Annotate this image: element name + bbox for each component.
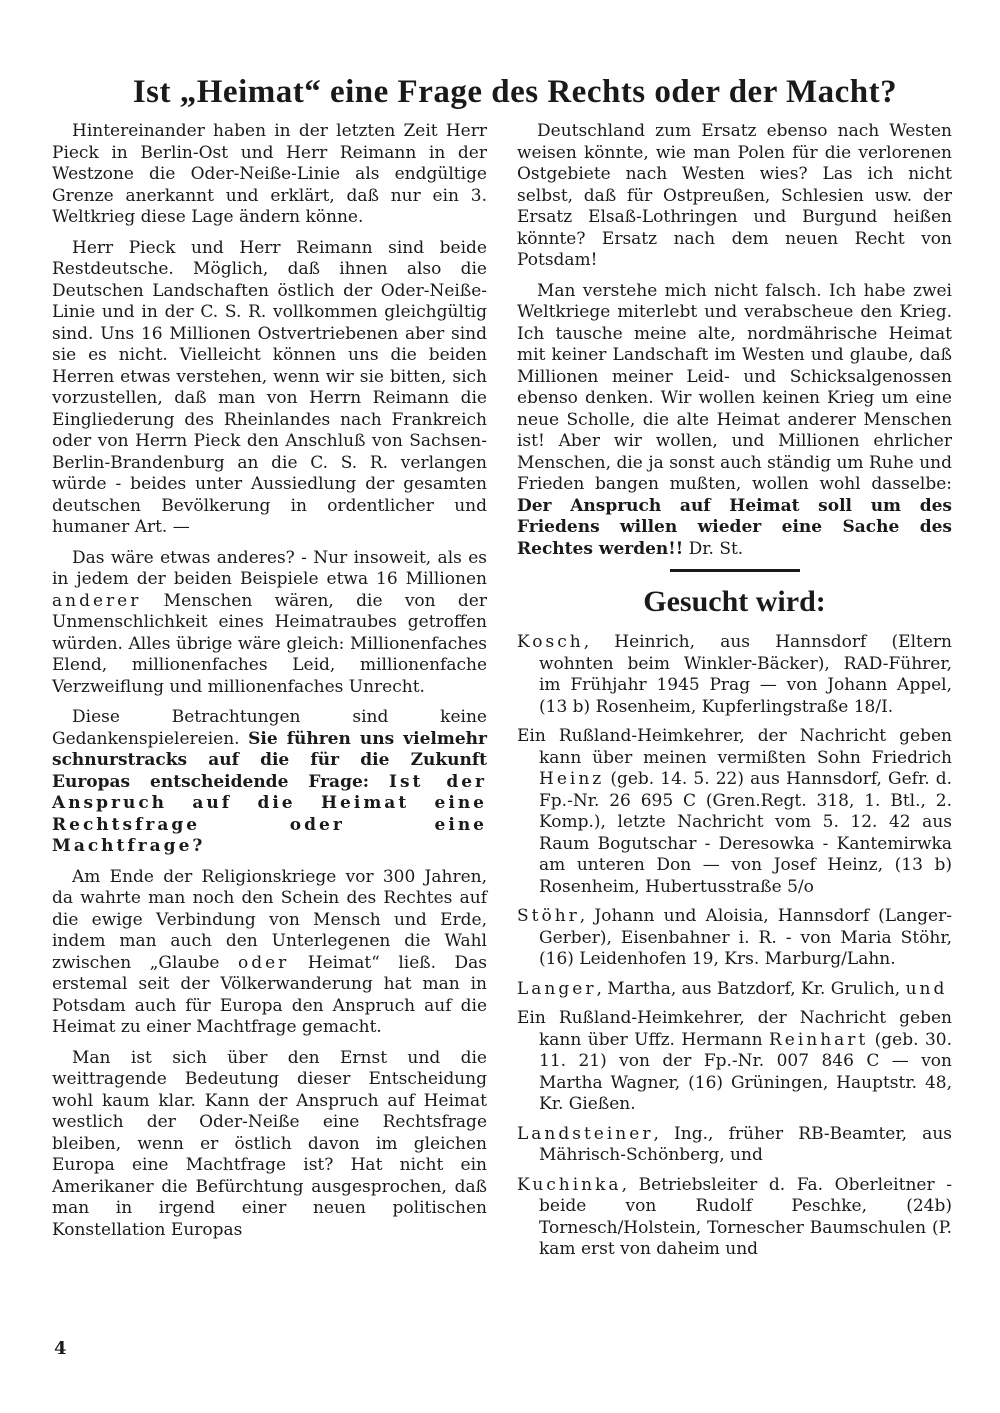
paragraph: Man ist sich über den Ernst und die weittragende Bedeutung dieser Entscheidung wohl kaum klar. Kann der Anspruch auf Heimat westlich der Oder-Neiße eine Rechtsfrage bleiben, wenn er östlich davon im gleichen Europa eine Machtfrage ist? Hat nicht ein Amerikaner die Befürchtung ausgesprochen, daß man in irgend einer neuen politischen Konstellation Europas [52,1047,487,1240]
entry-text: Ein Rußland-Heimkehrer, der Nachricht geben kann über meinen vermißten Sohn Friedrich [517,726,952,768]
spaced-emphasis: und [905,978,948,999]
search-entry [517,906,952,971]
text-run: Heimat“ ließ. Das erstemal seit der Völkerwanderung hat man in Potsdam auch für Europa den Anspruch auf die Heimat zu einer Machtfrage gemacht. [52,952,488,1037]
entry-text: Ein Rußland-Heimkehrer, der Nachricht geben kann über Uffz. Hermann [517,1008,952,1050]
text-run: Am Ende der Religionskriege vor 300 Jahren, da wahrte man noch den Schein des Rechtes auf die ewige Verbindung von Mensch und Erde, indem man auch den Unterlegenen die Wahl zwischen „Glaube [52,866,487,973]
entry-text: , Martha, aus Batzdorf, Kr. Grulich, [596,978,906,999]
entry-name: Kuchinka [517,1174,622,1195]
article-headline: Ist „Heimat“ eine Frage des Rechts oder der Macht? [132,74,898,110]
entry-text: , Ing., früher RB-Beamter, aus Mährisch-Schönberg, und [539,1123,952,1165]
page-number: 4 [54,1338,67,1359]
entry-name: Reinhart [768,1029,869,1050]
spaced-emphasis: anderer [52,590,142,611]
entry-name: Heinz [539,769,605,789]
bold-emphasis: Sie führen uns vielmehr schnurstracks auf die für die Zukunft Europas entscheidende Frage: [52,728,487,792]
entry-text: , Heinrich, aus Hannsdorf (Eltern wohnten beim Winkler-Bäcker), RAD-Führer, im Frühjahr 1945 Prag — von Johann Appel, (13 b) Rosenheim, Kupferlingstraße 18/I. [539,632,952,717]
left-column [52,121,487,1250]
entry-name: Kosch [517,632,584,652]
entry-name: Langer [517,978,597,999]
signature: Dr. St. [683,538,744,559]
entry-text: (geb. 14. 5. 22) aus Hannsdorf, Gefr. d. Fp.-Nr. 26 695 C (Gren.Regt. 318, 1. Btl., 2. Komp.), letzte Nachricht vom 5. 12. 42 aus Raum Bogutschar - Deresowka - Kantemirwka am unteren Don — von Josef Heinz, (13 b) Rosenheim, Hubertusstraße 5/o [539,769,952,897]
search-entry [517,979,952,1001]
entry-text: , Betriebsleiter d. Fa. Oberleitner - beide von Rudolf Peschke, (24b) Tornesch/Holstein, Tornescher Baumschulen (P. kam erst von daheim und [539,1174,952,1259]
text-run: Diese Betrachtungen sind keine Gedankenspielereien. [52,707,487,749]
paragraph [52,867,487,1039]
bold-emphasis: Der Anspruch auf Heimat soll um des Friedens willen wieder eine Sache des Rechtes werden!! [517,495,952,559]
search-entry [517,1124,952,1167]
section-divider [670,569,800,572]
paragraph: Hintereinander haben in der letzten Zeit Herr Pieck in Berlin-Ost und Herr Reimann in der Westzone die Oder-Neiße-Linie als endgültige Grenze anerkannt und erklärt, daß nur ein 3. Weltkrieg diese Lage ändern könne. [52,121,487,227]
paragraph: Herr Pieck und Herr Reimann sind beide Restdeutsche. Möglich, daß ihnen also die Deutschen Landschaften östlich der Oder-Neiße-Linie und in der C. S. R. vollkommen gleichgültig sind. Uns 16 Millionen Ostvertriebenen aber sind sie es nicht. Vielleicht können uns die beiden Herren etwas verstehen, wenn wir sie bitten, sich vorzustellen, daß man von Herrn Reimann die Eingliederung des Rheinlandes nach Frankreich oder von Herrn Pieck den Anschluß von Sachsen-Berlin-Brandenburg an die C. S. R. verlangen würde - beides unter Aussiedlung der gesamten deutschen Bevölkerung in ordentlicher und humaner Art. — [52,237,487,537]
paragraph: Deutschland zum Ersatz ebenso nach Westen weisen könnte, wie man Polen für die verlorenen Ostgebiete nach Westen wies? Las ich nicht selbst, daß für Ostpreußen, Schlesien usw. der Ersatz Elsaß-Lothringen und Burgund heißen könnte? Ersatz nach dem neuen Recht von Potsdam! [517,121,952,270]
paragraph [517,281,952,561]
paragraph [52,548,487,699]
search-entry [517,632,952,718]
spaced-emphasis: oder [237,952,290,973]
text-run: Das wäre etwas anderes? - Nur insoweit, als es in jedem der beiden Beispiele etwa 16 Millionen [52,547,487,589]
paragraph [52,707,487,858]
search-entry [517,1175,952,1261]
key-question: Ist der Anspruch auf die Heimat eine Rechtsfrage oder eine Machtfrage? [52,771,487,856]
entry-name: Stöhr [517,906,580,926]
text-run: Man verstehe mich nicht falsch. Ich habe zwei Weltkriege miterlebt und verabscheue den Krieg. Ich tausche meine alte, nordmährische Heimat mit keiner Landschaft im Westen und glaube, daß Millionen meiner Leid- und Schicksalgenossen ebenso denken. Wir wollen keinen Krieg um eine neue Scholle, die alte Heimat anderer Menschen ist! Aber wir wollen, und Millionen ehrlicher Menschen, die ja sonst auch ständig um Ruhe und Frieden bangen mußten, wollen wohl dasselbe: [517,280,952,494]
entry-name: Landsteiner [517,1123,654,1144]
search-entry [517,1008,952,1116]
right-column [517,121,952,1269]
text-run: Menschen wären, die von der Unmenschlichkeit eines Heimatraubes getroffen würden. Alles übrige wäre gleich: Millionenfaches Elend, millionenfaches Leid, millionenfache Verzweiflung und millionenfaches Unrecht. [52,590,487,697]
entry-text: , Johann und Aloisia, Hannsdorf (Langer-Gerber), Eisenbahner i. R. - von Maria Stöhr, (16) Leidenhofen 19, Krs. Marburg/Lahn. [539,906,952,969]
search-entry [517,726,952,898]
section-heading: Gesucht wird: [643,585,826,618]
entry-text: (geb. 30. 11. 21) von der Fp.-Nr. 007 846 C — von Martha Wagner, (16) Grüningen, Hauptstr. 48, Kr. Gießen. [539,1029,952,1114]
